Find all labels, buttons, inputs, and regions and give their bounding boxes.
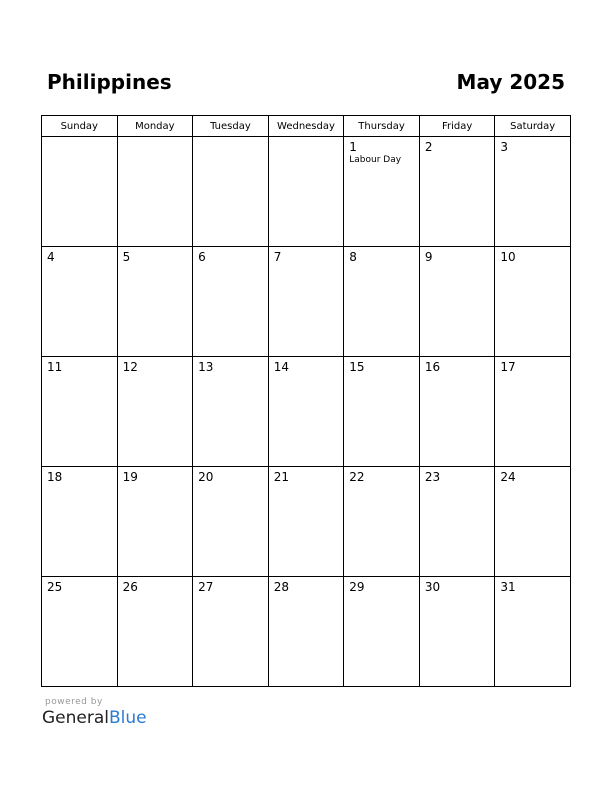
powered-by-text: powered by [45,697,103,707]
day-number: 19 [122,470,138,484]
day-cell [193,577,269,687]
day-cell [117,137,193,247]
day-number: 20 [198,470,214,484]
day-number: 30 [424,580,441,594]
week-row [42,247,571,357]
day-number [42,137,117,140]
day-cell [495,137,571,247]
brand-general: General [42,708,109,728]
holiday-label: Labour Day [349,155,402,165]
day-number: 10 [500,250,516,264]
day-number: 22 [349,470,365,484]
generalblue-logo[interactable] [42,708,147,728]
day-cell [495,577,571,687]
day-cell [344,137,420,247]
day-cell [344,247,420,357]
day-number: 27 [198,580,214,594]
day-cell [268,467,344,577]
day-number: 17 [500,360,516,374]
brand-blue: Blue [109,708,147,728]
weekday-header-row [42,116,571,137]
day-number: 29 [349,580,365,594]
day-number: 11 [47,360,63,374]
weekday-monday: Monday [117,116,193,137]
day-cell [419,577,495,687]
day-cell [268,577,344,687]
country-title: Philippines [47,70,172,94]
day-number: 12 [122,360,138,374]
weekday-saturday: Saturday [495,116,571,137]
day-number: 2 [424,140,433,154]
day-number: 14 [273,360,289,374]
day-number: 3 [500,140,509,154]
day-cell [344,357,420,467]
day-number: 7 [273,250,282,264]
day-number: 16 [424,360,441,374]
weekday-wednesday: Wednesday [268,116,344,137]
weekday-thursday: Thursday [344,116,420,137]
day-number: 25 [47,580,63,594]
day-cell [117,577,193,687]
day-number: 28 [273,580,289,594]
week-row [42,467,571,577]
day-cell [268,247,344,357]
week-row [42,577,571,687]
day-cell [344,467,420,577]
weekday-sunday: Sunday [42,116,118,137]
day-number: 26 [122,580,138,594]
week-row [42,357,571,467]
day-cell [419,467,495,577]
day-number: 9 [424,250,433,264]
day-cell [117,247,193,357]
day-number: 13 [198,360,214,374]
day-cell [42,357,118,467]
calendar-grid [41,115,571,687]
day-number: 4 [47,250,55,264]
week-row [42,137,571,247]
day-number: 31 [500,580,516,594]
weekday-friday: Friday [419,116,495,137]
day-cell [193,357,269,467]
day-number: 5 [122,250,131,264]
day-number: 23 [424,470,441,484]
day-cell [193,247,269,357]
day-cell [117,357,193,467]
day-cell [495,467,571,577]
day-cell [193,467,269,577]
day-number [193,137,268,140]
day-number [118,137,193,140]
day-number: 15 [349,360,365,374]
day-number: 18 [47,470,63,484]
day-cell [495,357,571,467]
day-number: 24 [500,470,516,484]
day-cell [193,137,269,247]
day-cell [419,247,495,357]
day-cell [344,577,420,687]
day-number: 1 [349,140,357,154]
day-cell [42,467,118,577]
day-cell [117,467,193,577]
weekday-tuesday: Tuesday [193,116,269,137]
day-cell [268,357,344,467]
day-number: 8 [349,250,357,264]
day-number: 6 [198,250,206,264]
day-cell [42,577,118,687]
day-cell [268,137,344,247]
day-cell [495,247,571,357]
day-number: 21 [273,470,289,484]
day-cell [419,137,495,247]
month-year-title: May 2025 [456,70,565,94]
day-number [269,137,344,140]
day-cell [42,247,118,357]
day-cell [419,357,495,467]
day-cell [42,137,118,247]
